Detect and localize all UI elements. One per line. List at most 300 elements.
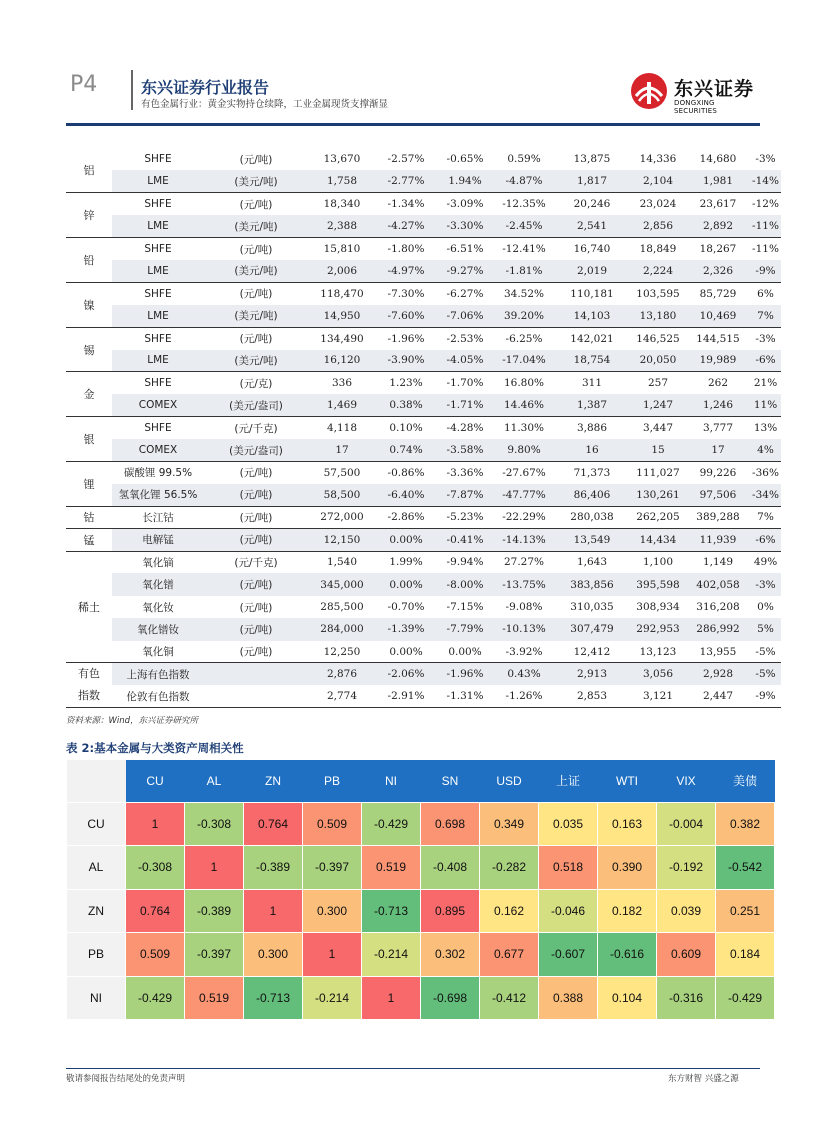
metal-name-cell: 金 [66, 372, 112, 417]
value-cell: -1.31% [436, 685, 494, 708]
correlation-cell: 0.609 [657, 933, 716, 977]
value-cell: -1.70% [446, 377, 484, 390]
header-rule [66, 123, 760, 126]
correlation-cell: 0.300 [303, 889, 362, 933]
unit-cell: (元/吨) [204, 641, 308, 663]
value-cell: -3.58% [436, 439, 494, 461]
value-cell: -0.65% [446, 153, 484, 166]
value-cell: 3,777 [702, 422, 734, 435]
product-cell: 氧化镨 [112, 573, 204, 595]
value-cell: 12,150 [308, 529, 376, 551]
correlation-cell: -0.397 [303, 846, 362, 890]
value-cell: 6% [757, 287, 774, 300]
value-cell: -11% [752, 243, 779, 255]
value-cell: 2,447 [686, 685, 750, 708]
value-cell: 262,205 [630, 506, 686, 528]
value-cell: 12,412 [554, 641, 630, 663]
value-cell: 2,928 [686, 663, 750, 686]
value-cell: 13,875 [573, 153, 611, 166]
table-row [66, 350, 781, 372]
logo-text-cn: 东兴证券 [674, 78, 755, 100]
value-cell: -1.34% [387, 198, 425, 211]
correlation-cell: -0.046 [539, 889, 598, 933]
value-cell: -1.81% [494, 260, 554, 282]
value-cell: 5% [750, 618, 781, 640]
value-cell: 292,953 [630, 618, 686, 640]
value-cell: -9.27% [436, 260, 494, 282]
value-cell: 2,388 [308, 215, 376, 237]
value-cell: 9.80% [494, 439, 554, 461]
table-row [67, 933, 775, 977]
metal-name-cell: 稀土 [66, 551, 112, 663]
metal-name-cell [66, 663, 112, 708]
product-cell: SHFE [144, 287, 172, 300]
value-cell: 15,810 [323, 243, 361, 255]
correlation-cell: 0.302 [421, 933, 480, 977]
value-cell: 0.59% [507, 153, 541, 166]
value-cell: 1,643 [576, 556, 608, 569]
unit-cell: (元/吨) [239, 288, 273, 301]
correlation-cell: -0.004 [657, 802, 716, 846]
value-cell: -14% [750, 170, 781, 192]
value-cell: 134,490 [320, 332, 364, 345]
value-cell: 0.00% [376, 529, 436, 551]
table-row [66, 148, 781, 170]
correlation-cell: -0.282 [480, 846, 539, 890]
value-cell: -27.67% [502, 466, 546, 479]
value-cell: -1.80% [387, 243, 425, 255]
corner-cell [67, 760, 126, 802]
value-cell: -17.04% [494, 350, 554, 372]
value-cell: -2.86% [376, 506, 436, 528]
value-cell: -7.87% [436, 484, 494, 506]
metal-name-line: 有色 [78, 667, 100, 681]
value-cell: 3,886 [576, 422, 608, 435]
table-row [66, 238, 781, 260]
unit-cell: (元/吨) [204, 573, 308, 595]
value-cell: -6% [750, 529, 781, 551]
value-cell: -1.71% [436, 394, 494, 416]
table-row [66, 394, 781, 416]
table-row [66, 551, 781, 573]
product-cell: 氧化钕 [142, 601, 174, 614]
value-cell: 0% [757, 601, 774, 613]
value-cell: -2.45% [494, 215, 554, 237]
value-cell: 20,246 [573, 198, 611, 211]
product-cell: 氧化镝 [142, 556, 174, 569]
unit-cell: (元/吨) [239, 153, 273, 166]
value-cell: 1,758 [308, 170, 376, 192]
value-cell: 310,035 [570, 601, 614, 613]
value-cell: -0.86% [387, 466, 425, 479]
value-cell: -5% [750, 663, 781, 686]
unit-cell: (元/吨) [239, 243, 273, 256]
correlation-cell: 0.039 [657, 889, 716, 933]
table-row [66, 618, 781, 640]
product-cell: LME [112, 215, 204, 237]
value-cell: -6.40% [376, 484, 436, 506]
value-cell: 1,387 [554, 394, 630, 416]
value-cell: 15 [630, 439, 686, 461]
value-cell: 286,992 [686, 618, 750, 640]
correlation-cell: -0.389 [244, 846, 303, 890]
value-cell: -6.51% [446, 243, 484, 255]
value-cell: 17 [308, 439, 376, 461]
correlation-cell: -0.192 [657, 846, 716, 890]
value-cell: 3,447 [642, 422, 674, 435]
product-cell: 氧化铜 [112, 641, 204, 663]
correlation-cell: -0.308 [185, 802, 244, 846]
value-cell: 2,913 [554, 663, 630, 686]
metal-name-cell: 锰 [66, 529, 112, 551]
value-cell: 18,267 [699, 243, 737, 255]
value-cell: -4.28% [446, 422, 484, 435]
value-cell: 11,939 [686, 529, 750, 551]
unit-cell [204, 685, 308, 708]
value-cell: -7.30% [387, 287, 425, 300]
value-cell: 130,261 [630, 484, 686, 506]
correlation-cell: -0.713 [244, 976, 303, 1020]
table-row [67, 846, 775, 890]
value-cell: 14.46% [494, 394, 554, 416]
product-cell: SHFE [144, 153, 172, 166]
product-cell: SHFE [144, 377, 172, 390]
value-cell: 14,950 [308, 305, 376, 327]
correlation-cell: 0.895 [421, 889, 480, 933]
correlation-cell: 0.251 [716, 889, 775, 933]
correlation-cell: 0.509 [126, 933, 185, 977]
value-cell: -13.75% [494, 573, 554, 595]
value-cell: 1.94% [436, 170, 494, 192]
footer-slogan: 东方财智 兴盛之源 [668, 1074, 739, 1084]
correlation-cell: -0.214 [362, 933, 421, 977]
column-header: 上证 [539, 760, 598, 802]
value-cell: 2,876 [308, 663, 376, 686]
value-cell: 2,541 [554, 215, 630, 237]
value-cell: 19,989 [686, 350, 750, 372]
metal-name-cell: 锡 [66, 327, 112, 372]
unit-cell: (元/克) [239, 377, 273, 390]
product-cell: LME [112, 260, 204, 282]
value-cell: -2.06% [376, 663, 436, 686]
table-row [66, 170, 781, 192]
value-cell: -14.13% [494, 529, 554, 551]
column-header: PB [303, 760, 362, 802]
value-cell: 280,038 [554, 506, 630, 528]
unit-cell: (元/吨) [204, 484, 308, 506]
unit-cell [204, 663, 308, 686]
value-cell: -3% [755, 153, 776, 166]
value-cell: 23,617 [699, 198, 737, 211]
row-header: PB [67, 933, 126, 977]
table-row [66, 260, 781, 282]
value-cell: 2,853 [554, 685, 630, 708]
table-row [66, 372, 781, 394]
correlation-cell: 1 [185, 846, 244, 890]
correlation-cell: 0.184 [716, 933, 775, 977]
value-cell: 1,817 [554, 170, 630, 192]
table-row [66, 215, 781, 237]
value-cell: 0.74% [376, 439, 436, 461]
value-cell: 16,120 [308, 350, 376, 372]
value-cell: 17 [686, 439, 750, 461]
metal-price-table [66, 148, 781, 708]
value-cell: 14,434 [630, 529, 686, 551]
correlation-cell: 0.509 [303, 802, 362, 846]
table2-title: 表 2:基本金属与大类资产周相关性 [66, 741, 244, 755]
footer-rule [66, 1068, 760, 1069]
table-row [66, 193, 781, 215]
product-cell: LME [112, 170, 204, 192]
value-cell: -2.91% [376, 685, 436, 708]
column-header: USD [480, 760, 539, 802]
table-row [66, 685, 781, 708]
report-title: 东兴证券行业报告 [141, 78, 270, 97]
value-cell: 49% [753, 556, 778, 569]
unit-cell: (元/吨) [239, 198, 273, 211]
product-cell: 长江钴 [112, 506, 204, 528]
correlation-cell: 1 [362, 976, 421, 1020]
correlation-cell: -0.316 [657, 976, 716, 1020]
value-cell: -7.60% [376, 305, 436, 327]
correlation-cell: 0.162 [480, 889, 539, 933]
value-cell: 262 [707, 377, 729, 390]
product-cell: 电解锰 [112, 529, 204, 551]
value-cell: 345,000 [308, 573, 376, 595]
value-cell: -9.08% [505, 601, 543, 613]
unit-cell: (美元/吨) [204, 215, 308, 237]
value-cell: 58,500 [308, 484, 376, 506]
value-cell: 20,050 [630, 350, 686, 372]
correlation-cell: -0.429 [716, 976, 775, 1020]
column-header: CU [126, 760, 185, 802]
value-cell: -22.29% [494, 506, 554, 528]
correlation-cell: 0.349 [480, 802, 539, 846]
correlation-cell: 1 [244, 889, 303, 933]
table-row [66, 282, 781, 304]
value-cell: -8.00% [436, 573, 494, 595]
unit-cell: (元/吨) [239, 333, 273, 346]
value-cell: 2,892 [686, 215, 750, 237]
value-cell: -1.96% [387, 332, 425, 345]
value-cell: -1.96% [436, 663, 494, 686]
correlation-cell: 0.390 [598, 846, 657, 890]
correlation-cell: -0.429 [126, 976, 185, 1020]
column-header: VIX [657, 760, 716, 802]
correlation-cell: -0.408 [421, 846, 480, 890]
table-row [66, 529, 781, 551]
value-cell: -4.97% [376, 260, 436, 282]
product-cell: LME [112, 350, 204, 372]
value-cell: 146,525 [636, 332, 680, 345]
row-header: CU [67, 802, 126, 846]
value-cell: 57,500 [323, 466, 361, 479]
unit-cell: (元/吨) [204, 506, 308, 528]
value-cell: 21% [753, 377, 778, 390]
value-cell: -9.94% [446, 556, 484, 569]
correlation-cell: 0.163 [598, 802, 657, 846]
value-cell: -2.53% [446, 332, 484, 345]
value-cell: -3% [755, 332, 776, 345]
value-cell: 118,470 [320, 287, 364, 300]
value-cell: 71,373 [573, 466, 611, 479]
table-row [67, 889, 775, 933]
value-cell: -12% [752, 198, 779, 211]
value-cell: 316,208 [696, 601, 740, 613]
product-cell: SHFE [144, 332, 172, 345]
value-cell: 2,856 [630, 215, 686, 237]
value-cell: 103,595 [636, 287, 680, 300]
value-cell: -5% [750, 641, 781, 663]
metal-name-cell: 铅 [66, 238, 112, 283]
value-cell: -5.23% [436, 506, 494, 528]
unit-cell: (元/吨) [239, 601, 273, 614]
metal-name-cell: 钴 [66, 506, 112, 528]
table-row [66, 439, 781, 461]
value-cell: -9% [750, 685, 781, 708]
column-header: WTI [598, 760, 657, 802]
correlation-cell: -0.616 [598, 933, 657, 977]
value-cell: 1,246 [686, 394, 750, 416]
correlation-cell: 0.388 [539, 976, 598, 1020]
value-cell: -3.09% [446, 198, 484, 211]
unit-cell: (美元/吨) [204, 350, 308, 372]
value-cell: 0.00% [376, 573, 436, 595]
product-cell: 伦敦有色指数 [112, 685, 204, 708]
correlation-cell: -0.542 [716, 846, 775, 890]
table-row [66, 484, 781, 506]
value-cell: -2.57% [387, 153, 425, 166]
correlation-cell: -0.308 [126, 846, 185, 890]
value-cell: 18,340 [323, 198, 361, 211]
logo-text-en: DONGXING SECURITIES [674, 99, 718, 115]
product-cell: LME [112, 305, 204, 327]
value-cell: -1.26% [494, 685, 554, 708]
report-subtitle: 有色金属行业：黄金实物持仓续降，工业金属现货支撑渐显 [141, 99, 389, 110]
row-header: AL [67, 846, 126, 890]
row-header: NI [67, 976, 126, 1020]
value-cell: 1,149 [702, 556, 734, 569]
value-cell: 14,336 [639, 153, 677, 166]
footer-disclaimer: 敬请参阅报告结尾处的免责声明 [66, 1074, 186, 1084]
table-row [66, 327, 781, 349]
value-cell: 4,118 [326, 422, 358, 435]
value-cell: -3.90% [376, 350, 436, 372]
metal-name-cell: 银 [66, 417, 112, 462]
unit-cell: (美元/吨) [204, 260, 308, 282]
unit-cell: (美元/吨) [204, 305, 308, 327]
value-cell: -2.77% [376, 170, 436, 192]
value-cell: 16,740 [573, 243, 611, 255]
value-cell: 27.27% [503, 556, 545, 569]
value-cell: 284,000 [308, 618, 376, 640]
table-row [66, 596, 781, 618]
value-cell: -10.13% [494, 618, 554, 640]
table-row [66, 417, 781, 439]
correlation-cell: 0.300 [244, 933, 303, 977]
value-cell: 10,469 [686, 305, 750, 327]
value-cell: 142,021 [570, 332, 614, 345]
value-cell: 336 [331, 377, 353, 390]
product-cell: 氧化镨钕 [112, 618, 204, 640]
value-cell: 110,181 [570, 287, 614, 300]
correlation-cell: -0.389 [185, 889, 244, 933]
value-cell: -6.25% [505, 332, 543, 345]
value-cell: 307,479 [554, 618, 630, 640]
table-row [66, 573, 781, 595]
value-cell: 0.38% [376, 394, 436, 416]
value-cell: 383,856 [554, 573, 630, 595]
value-cell: -47.77% [494, 484, 554, 506]
table-row [66, 663, 781, 686]
value-cell: 111,027 [636, 466, 680, 479]
value-cell: -3.92% [494, 641, 554, 663]
unit-cell: (美元/盎司) [204, 439, 308, 461]
value-cell: 144,515 [696, 332, 740, 345]
value-cell: -6.27% [446, 287, 484, 300]
value-cell: 402,058 [686, 573, 750, 595]
column-header: NI [362, 760, 421, 802]
column-header: ZN [244, 760, 303, 802]
value-cell: -11% [750, 215, 781, 237]
value-cell: 1,100 [642, 556, 674, 569]
value-cell: 2,774 [308, 685, 376, 708]
column-header: AL [185, 760, 244, 802]
correlation-cell: 0.764 [244, 802, 303, 846]
value-cell: 86,406 [554, 484, 630, 506]
value-cell: 23,024 [639, 198, 677, 211]
value-cell: 13,549 [554, 529, 630, 551]
value-cell: 4% [750, 439, 781, 461]
value-cell: -7.15% [446, 601, 484, 613]
logo-mark-icon [630, 72, 668, 110]
value-cell: 13,670 [323, 153, 361, 166]
value-cell: 14,103 [554, 305, 630, 327]
value-cell: -1.39% [376, 618, 436, 640]
table-row [67, 802, 775, 846]
value-cell: 1.23% [389, 377, 423, 390]
value-cell: 13% [753, 422, 778, 435]
unit-cell: (元/千克) [234, 556, 278, 569]
correlation-cell: -0.713 [362, 889, 421, 933]
value-cell: 3,121 [630, 685, 686, 708]
metal-name-cell: 锌 [66, 193, 112, 238]
correlation-cell: -0.214 [303, 976, 362, 1020]
value-cell: 34.52% [503, 287, 545, 300]
value-cell: -12.41% [502, 243, 546, 255]
value-cell: 308,934 [636, 601, 680, 613]
correlation-cell: -0.429 [362, 802, 421, 846]
value-cell: 2,104 [630, 170, 686, 192]
column-header: SN [421, 760, 480, 802]
value-cell: 2,224 [630, 260, 686, 282]
correlation-cell: 0.035 [539, 802, 598, 846]
value-cell: 3,056 [630, 663, 686, 686]
correlation-cell: 0.518 [539, 846, 598, 890]
correlation-cell: 0.382 [716, 802, 775, 846]
value-cell: 257 [647, 377, 669, 390]
metal-name-cell: 铝 [66, 148, 112, 193]
value-cell: 13,955 [686, 641, 750, 663]
value-cell: 311 [581, 377, 603, 390]
value-cell: 11% [750, 394, 781, 416]
metal-name-cell: 镍 [66, 282, 112, 327]
value-cell: -12.35% [502, 198, 546, 211]
value-cell: 0.00% [436, 641, 494, 663]
correlation-cell: -0.698 [421, 976, 480, 1020]
value-cell: 16.80% [503, 377, 545, 390]
unit-cell: (元/吨) [204, 529, 308, 551]
